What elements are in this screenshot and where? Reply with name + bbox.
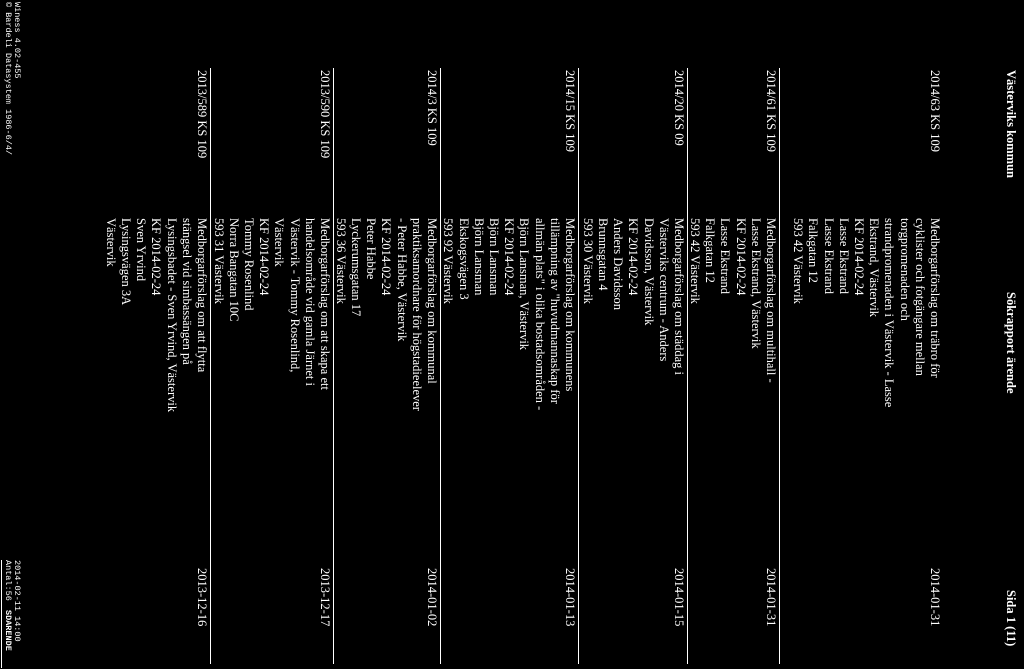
case-line: stängsel vid simbassängen på: [179, 218, 194, 365]
case-line: Björn Lansman, Västervik: [517, 218, 532, 351]
case-line: torgpromenaden och: [897, 218, 912, 321]
case-line: Lysingsbadet - Sven Yrvind, Västervik: [164, 218, 179, 413]
footer-underline: [1, 560, 2, 668]
case-line: 593 42 Västervik: [791, 218, 806, 304]
case-line: Medborgarförslag om att skapa ett: [318, 218, 332, 390]
case-line: KF 2014-02-24: [379, 218, 394, 296]
case-number: 2014/15 KS 109: [563, 70, 577, 152]
case-line: KF 2014-02-24: [733, 218, 748, 296]
footer-copyright: © Bardeli Datasystem 1986-6/4/: [3, 2, 13, 156]
case-description: [687, 218, 778, 383]
case-line: KF 2014-02-24: [257, 218, 272, 296]
case-line: 593 31 Västervik: [211, 218, 226, 304]
case-line: Ekstrand, Västervik: [867, 218, 882, 318]
case-line: Medborgarförslag om att flytta: [195, 218, 209, 373]
case-line: Västervik: [103, 218, 118, 267]
case-description: [103, 218, 209, 412]
case-line: Björn Lansman: [486, 218, 501, 296]
case-line: praktiksamordnare för högstadieelever: [409, 218, 424, 411]
case-number: 2014/20 KS 09: [672, 70, 686, 146]
footer-code: SDARENDE: [3, 610, 13, 651]
case-line: Anders Davidsson: [611, 218, 626, 311]
separator-line: [210, 68, 211, 664]
case-date: 2014-01-31: [764, 568, 778, 627]
separator-line: [440, 68, 441, 664]
case-line: Västervik: [272, 218, 287, 267]
case-line: Medborgarförslag om kommunal: [425, 218, 439, 384]
case-line: tillämpning av "huvudmannaskap för: [547, 218, 562, 404]
case-description: [210, 218, 332, 390]
case-line: KF 2014-02-24: [502, 218, 517, 296]
case-line: Lysingsvägen 3A: [118, 218, 133, 306]
case-number: 2013/589 KS 109: [195, 70, 209, 159]
case-line: cyklister och fotgängare mellan: [912, 218, 927, 376]
separator-line: [578, 68, 579, 664]
case-line: Sven Yrvind: [134, 218, 149, 282]
report-title: Sökrapport ärende: [1004, 292, 1018, 394]
case-number: 2014/61 KS 109: [764, 70, 778, 152]
case-line: Medborgarförslag om kommunens: [563, 218, 577, 392]
case-number: 2014/63 KS 109: [928, 70, 942, 152]
case-line: Västerviks centrum - Anders: [656, 218, 671, 362]
case-description: [580, 218, 686, 375]
case-line: 593 42 Västervik: [687, 218, 702, 304]
case-date: 2014-01-13: [563, 568, 577, 627]
case-line: Peter Habbe: [364, 218, 379, 280]
case-date: 2013-12-17: [318, 568, 332, 627]
case-line: Falkgatan 12: [703, 218, 718, 283]
case-line: Norra Bangatan 10C: [226, 218, 241, 322]
case-line: allmän plats" i olika bostadsområden -: [532, 218, 547, 411]
case-line: Ekskogsvägen 3: [456, 218, 471, 300]
case-line: Björn Lansman: [471, 218, 486, 296]
case-line: Brunnsgatan 4: [595, 218, 610, 291]
case-line: Västervik - Tommy Rosenlind,: [287, 218, 302, 373]
case-number: 2013/590 KS 109: [318, 70, 332, 159]
case-line: Falkgatan 12: [806, 218, 821, 283]
case-line: 593 36 Västervik: [333, 218, 348, 304]
case-line: 593 30 Västervik: [580, 218, 595, 304]
case-line: strandpromenaden i Västervik - Lasse: [882, 218, 897, 408]
case-line: Lyckerumsgatan 17: [348, 218, 363, 317]
case-date: 2013-12-16: [195, 568, 209, 627]
case-description: [333, 218, 439, 411]
case-line: Medborgarförslag om träbro för: [928, 218, 942, 378]
separator-line: [687, 68, 688, 664]
case-line: 593 92 Västervik: [441, 218, 456, 304]
case-date: 2014-01-31: [928, 568, 942, 627]
case-line: - Peter Habbe, Västervik: [394, 218, 409, 342]
case-line: Lasse Ekstrand: [836, 218, 851, 295]
footer-timestamp: 2014-02-11 14:00: [12, 560, 22, 642]
separator-line: [333, 68, 334, 664]
footer-count: Antal:56: [3, 560, 13, 601]
case-date: 2014-01-02: [425, 568, 439, 627]
separator-line: [779, 68, 780, 664]
case-line: KF 2014-02-24: [149, 218, 164, 296]
case-description: [440, 218, 577, 410]
case-line: Lasse Ekstrand: [821, 218, 836, 295]
case-number: 2014/3 KS 109: [425, 70, 439, 146]
footer-software: Winess 4.02-455: [12, 2, 22, 79]
case-description: [790, 218, 942, 407]
case-line: Lasse Ekstrand: [718, 218, 733, 295]
case-line: Medborgarförslag om städdag i: [672, 218, 686, 376]
case-line: handelsområde vid gamla Järnet i: [302, 218, 317, 386]
page-number: Sida 1 (11): [1004, 590, 1018, 647]
case-line: KF 2014-02-24: [851, 218, 866, 296]
org-name: Västerviks kommun: [1004, 70, 1018, 178]
case-line: Lasse Ekstrand, Västervik: [748, 218, 763, 349]
case-line: Medborgarförslag om multihall -: [764, 218, 778, 383]
case-date: 2014-01-15: [672, 568, 686, 627]
case-line: KF 2014-02-24: [626, 218, 641, 296]
case-line: Tommy Rosenlind: [241, 218, 256, 311]
case-line: Davidsson, Västervik: [641, 218, 656, 326]
